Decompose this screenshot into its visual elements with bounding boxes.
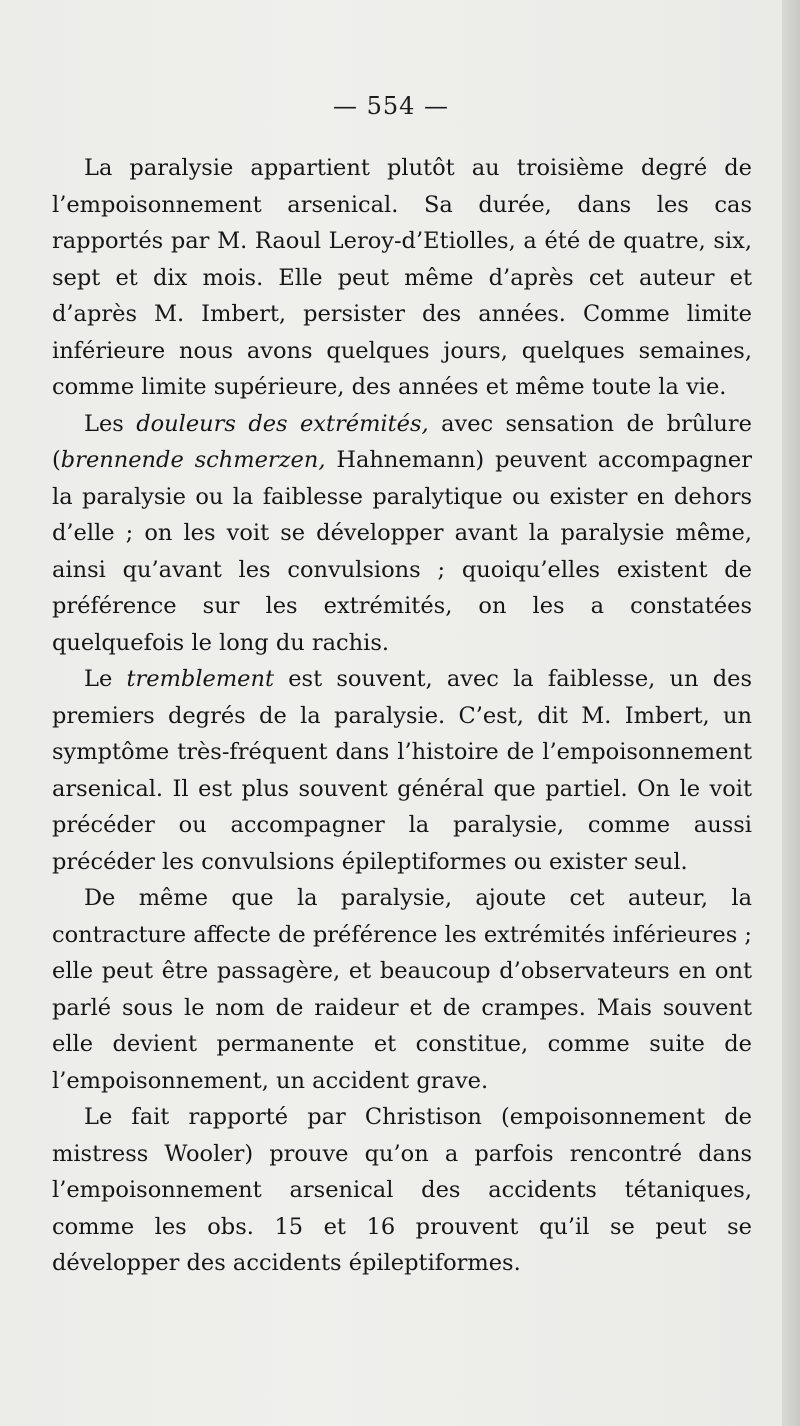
italic-term: tremblement [126,666,275,692]
paragraph-tremor [52,661,752,880]
italic-term: douleurs des extrémités, [136,410,429,437]
text-run: De même que la paralysie, ajoute cet auteur, la contracture affecte de préférence les extrémités inférieures ; elle peut être passagère, et beaucoup d’observateurs en ont parlé sous le nom de raideur et de crampes. Mais souvent elle devient permanente et constitue, comme suite de l’empoisonnement, un accident grave. [52,885,753,1094]
italic-term: brennende schmerzen, [60,447,326,473]
paragraph-contracture [52,880,752,1099]
text-run: avec sensation de brûlure ( [52,410,752,473]
text-run: Le [84,666,127,692]
paragraph-limb-pain [52,406,752,662]
page-number: — 554 — [332,92,450,120]
text-run: est souvent, avec la faiblesse, un des premiers degrés de la paralysie. C’est, dit M. Imbert, un symptôme très-fréquent dans l’histoire de l’empoisonnement arsenical. Il est plus souvent général que partiel. On le voit précéder ou accompagner la paralysie, comme aussi précéder les convulsions épileptiformes ou exister seul. [52,666,752,875]
text-run: Les [84,410,137,437]
page-edge-shadow [782,0,800,1426]
paragraph-christison-case [52,1099,752,1282]
paragraph-paralysis-duration [52,150,752,406]
text-run: Le fait rapporté par Christison (empoisonnement de mistress Wooler) prouve qu’on a parfois rencontré dans l’empoisonnement arsenical des accidents tétaniques, comme les obs. 15 et 16 prouvent qu’il se peut se développer des accidents épileptiformes. [52,1104,752,1276]
text-run: Hahnemann) peuvent accompagner la paralysie ou la faiblesse paralytique ou exister en dehors d’elle ; on les voit se développer avant la paralysie même, ainsi qu’avant les convulsions ; quoiqu’elles existent de préférence sur les extrémités, on les a constatées quelquefois le long du rachis. [52,447,752,656]
body-text [52,150,752,1282]
text-run: La paralysie appartient plutôt au troisième degré de l’empoisonnement arsenical. Sa durée, dans les cas rapportés par M. Raoul Leroy-d’Etiolles, a été de quatre, six, sept et dix mois. Elle peut même d’après cet auteur et d’après M. Imbert, persister des années. Comme limite inférieure nous avons quelques jours, quelques semaines, comme limite supérieure, des années et même toute la vie. [52,155,752,400]
